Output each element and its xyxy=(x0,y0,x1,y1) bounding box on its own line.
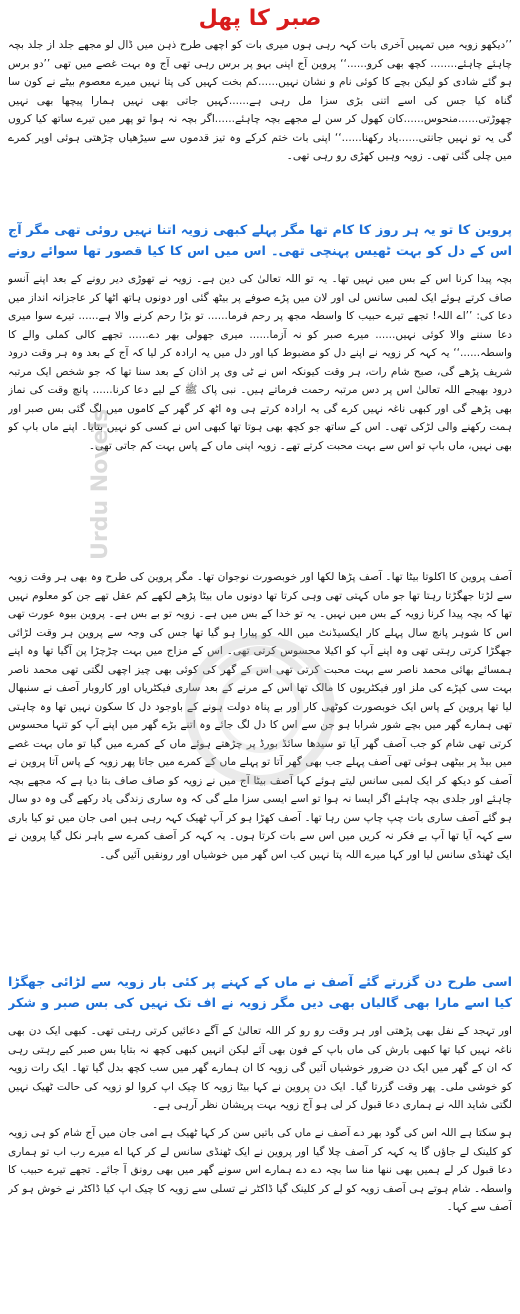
paragraph-3: آصف پروین کا اکلوتا بیٹا تھا۔ آصف پڑھا لکھا اور خوبصورت نوجوان تھا۔ مگر پروین کی طرح وہ بھی ہر وقت زویہ سے لڑتا جھگڑتا رہتا تھا جو ماں کہتی تھی وہی کرتا تھا دونوں ماں بیٹا پڑھے لکھے کم عقل تھے جن کو معلوم نہیں تھا کہ بچہ پیدا کرنا زویہ کے بس میں نہیں۔ یہ تو خدا کے بس میں ہے۔ زویہ تو بے بس ہے۔ پروین بیوہ عورت تھی اس کا شوہر پانچ سال پہلے کار ایکسیڈنٹ میں اللہ کو پیارا ہو گیا تھا جس کی وجہ سے پروین ہر وقت لڑائی جھگڑا کرتی رہتی تھی وہ اپنے آپ کو اکیلا محسوس کرتی تھی۔ اس کے مزاج میں بہت چڑچڑا پن آگیا تھا وہ اپنے ہمسائے بھائی محمد ناصر سے بہت محبت کرتی تھی اس کے گھر کی کوئی بھی چیز اچھی لگتی تھی محمد ناصر بہت سی کپڑے کی ملز اور فیکٹریوں کا مالک تھا اس کے مرنے کے بعد ساری فیکٹریاں اور کاروبار آصف نے سنبھال لیا تھا پروین کے پاس ایک خوبصورت کوٹھی کار اور بے پناہ دولت ہونے کے باوجود دل کا سکون نہیں تھا وہ چاہتی تھی ہمارے گھر میں بچے شور شرابا ہو جن سے اس کا دل لگ جائے وہ اتنے بڑے گھر میں اپنے آپ کو تنہا محسوس کرتی تھی شام کو جب آصف گھر آیا تو سیدھا سائڈ بورڈ پر چڑھتے ہوئے ماں کے کمرے میں گیا تو ماں بہت غصے میں بیڈ پر بیٹھی ہوئی تھی آصف پہلے جب بھی گھر آتا تو پہلے ماں کے کمرے میں جاتا پھر زویہ کے پاس آتا پروین نے آصف کو دیکھ کر ایک لمبی سانس لیتے ہوئے کہا آصف بیٹا آج میں نے زویہ کو صاف صاف بتا دیا ہے کہ مجھے بچہ چاہئے اور جلدی بچہ چاہئے اگر ایسا نہ ہوا تو اسے ایسی سزا ملے گی کہ وہ ساری زندگی یاد رکھے گی وہ دو سال ہو گئے آصف ساری بات چپ چاپ سن رہا تھا۔ آصف کھڑا ہو کر آپ ٹھیک کہہ رہی ہیں امی جان میں تو کیا باری سے کہہ آیا تھا آپ بے فکر نہ کریں میں اس سے بات کرتا ہوں۔ یہ کہہ کر آصف کمرے سے باہر نکل گیا پروین نے ایک ٹھنڈی سانس لیا اور کہا میرے اللہ پتا نہیں کب اس گھر میں خوشیاں اور رونقیں آئیں گی۔ xyxy=(8,571,512,861)
highlight-quote-1-text: پروین کا تو یہ ہر روز کا کام تھا مگر پہلے کبھی زویہ اتنا نہیں روئی تھی مگر آج اس کے دل کو بہت ٹھیس پہنچی تھی۔ اس میں اس کا کیا قصور تھا سوائے رونے xyxy=(8,223,512,259)
highlight-quote-2-text: اسی طرح دن گزرتے گئے آصف نے ماں کے کہنے پر کئی بار زویہ سے لڑائی جھگڑا کیا اسے مارا بھی گالیاں بھی دیں مگر زویہ نے اف تک نہیں کی بس صبر و شکر xyxy=(8,975,512,1011)
highlight-quote-1 xyxy=(8,220,512,266)
paragraph-2: بچہ پیدا کرنا اس کے بس میں نہیں تھا۔ یہ تو اللہ تعالیٰ کی دین ہے۔ زویہ نے تھوڑی دیر رونے کے بعد اپنے آنسو صاف کرتے ہوئے ایک لمبی سانس لی اور لان میں پڑے صوفے پر بیٹھ گئی اور دونوں ہاتھ اٹھا کر عاجزانہ انداز میں دعا کی: ’’اے اللہ! تجھے تیرے حبیب کا واسطہ مجھ پر رحم فرما...... تو بڑا رحم کرنے والا ہے...... تیرے سوا میری دعا سننے والا کوئی نہیں...... میرے صبر کو نہ آزما...... میری جھولی بھر دے...... تجھے کالی کملی والے کا واسطہ......‘‘ یہ کہہ کر زویہ نے اپنے دل کو مضبوط کیا اور دل میں یہ ارادہ کر لیا کہ آج کے بعد وہ ہر وقت درود شریف پڑھے گی، صبح شام رات، ہر وقت کیونکہ اس نے ٹی وی پر اذان کے بعد سنا تھا کہ جو شخص ایک مرتبہ درود بھیجے اللہ تعالیٰ اس پر دس مرتبہ رحمت فرماتے ہیں۔ نبی پاک ﷺ کے لیے دعا کرنا...... پانچ وقت کی نماز بھی پڑھے گی اور کبھی ناغہ نہیں کرے گی یہ ارادہ کرتے ہی وہ اٹھ کر گھر کے کاموں میں لگ گئی بس صبر اور ہمت رکھنے والی لڑکی تھی۔ اس کے ساتھ جو کچھ بھی ہوتا تھا کبھی اس نے کسی کو نہیں بتایا۔ اپنے ماں باپ کو بھی نہیں، ماں باپ تو اس سے بہت محبت کرتے تھے۔ زویہ اپنی ماں کے پاس بہت کم جاتی تھی۔ xyxy=(8,273,512,452)
watermark-text: Urdu Novels xyxy=(88,408,113,560)
paragraph-4: اور تہجد کے نفل بھی پڑھتی اور ہر وقت رو رو کر اللہ تعالیٰ کے آگے دعائیں کرتی رہتی تھی۔ کبھی ایک دن بھی ناغہ نہیں کیا تھا کبھی بارش کی ماں باپ کے فون بھی آئے لیکن انہیں کبھی کچھ نہ بتایا بس صبر کیے رہتی رہی کہ ان کے گھر میں ایک دن ضرور خوشیاں آئیں گی زویہ کا ان ہمارے گھر میں سب کچھ بدل گیا تھا۔ ایک رات زویہ کو خوشی ملی۔ پھر وقت گزرتا گیا۔ ایک دن پروین نے کہا بیٹا زویہ کا چیک اپ کروا لو زویہ کی حالت ٹھیک نہیں لگتی شاید اللہ نے ہماری دعا قبول کر لی ہو آج زویہ بہت پریشان نظر آرہی ہے۔ xyxy=(8,1025,512,1111)
highlight-quote-2 xyxy=(8,972,512,1018)
paragraph-1: ’’دیکھو زویہ میں تمہیں آخری بات کہہ رہی ہوں میری بات کو اچھی طرح ذہن میں ڈال لو مجھے جلد از جلد بچہ چاہئے چاہئے........ کچھ بھی کرو......‘‘ پروین آج اپنی بہو پر برس رہی تھی آج وہ بہت غصے میں تھی ’’دو برس ہو گئے شادی کو لیکن بچے کا کوئی نام و نشان نہیں......کم بخت کہیں کی پتا نہیں میرے معصوم بیٹے نے کون سا گناہ کیا جس کی اسے اتنی بڑی سزا مل رہی ہے......کہیں جاتی بھی نہیں ہمارا پیچھا بھی نہیں چھوڑتی......منحوس......کان کھول کر سن لے مجھے بچہ چاہئے......اگر بچہ نہ ہوا تو پھر میں تیرے ساتھ کیا کروں گی یہ تو نہیں جانتی......یاد رکھنا......‘‘ اپنی بات ختم کرکے وہ تیز قدموں سے سیڑھیاں چڑھتی ہوئی اوپر کمرے میں چلی گئی تھی۔ زویہ وہیں کھڑی رو رہی تھی۔ xyxy=(8,39,512,162)
paragraph-5: ہو سکتا ہے اللہ اس کی گود بھر دے آصف نے ماں کی باتیں سن کر کہا ٹھیک ہے امی جان میں آج شام کو ہی زویہ کو کلینک لے جاؤں گا یہ کہہ کر آصف چلا گیا اور پروین نے ایک ٹھنڈی سانس لے کر کہا اے میرے رب اب تو ہماری دعا قبول کر لے ہمیں بھی ننھا منا سا بچہ دے دے ہمارے اس سونے گھر میں بھی رونق آ جائے۔ تجھے تیرے حبیب کا واسطہ۔ شام ہوتے ہی آصف زویہ کو لے کر کلینک گیا ڈاکٹر نے تسلی سے زویہ کا چیک اپ کیا ڈاکٹر نے خوش ہو کر آصف سے کہا۔ xyxy=(8,1127,512,1213)
article-title: صبر کا پھل xyxy=(198,6,322,31)
